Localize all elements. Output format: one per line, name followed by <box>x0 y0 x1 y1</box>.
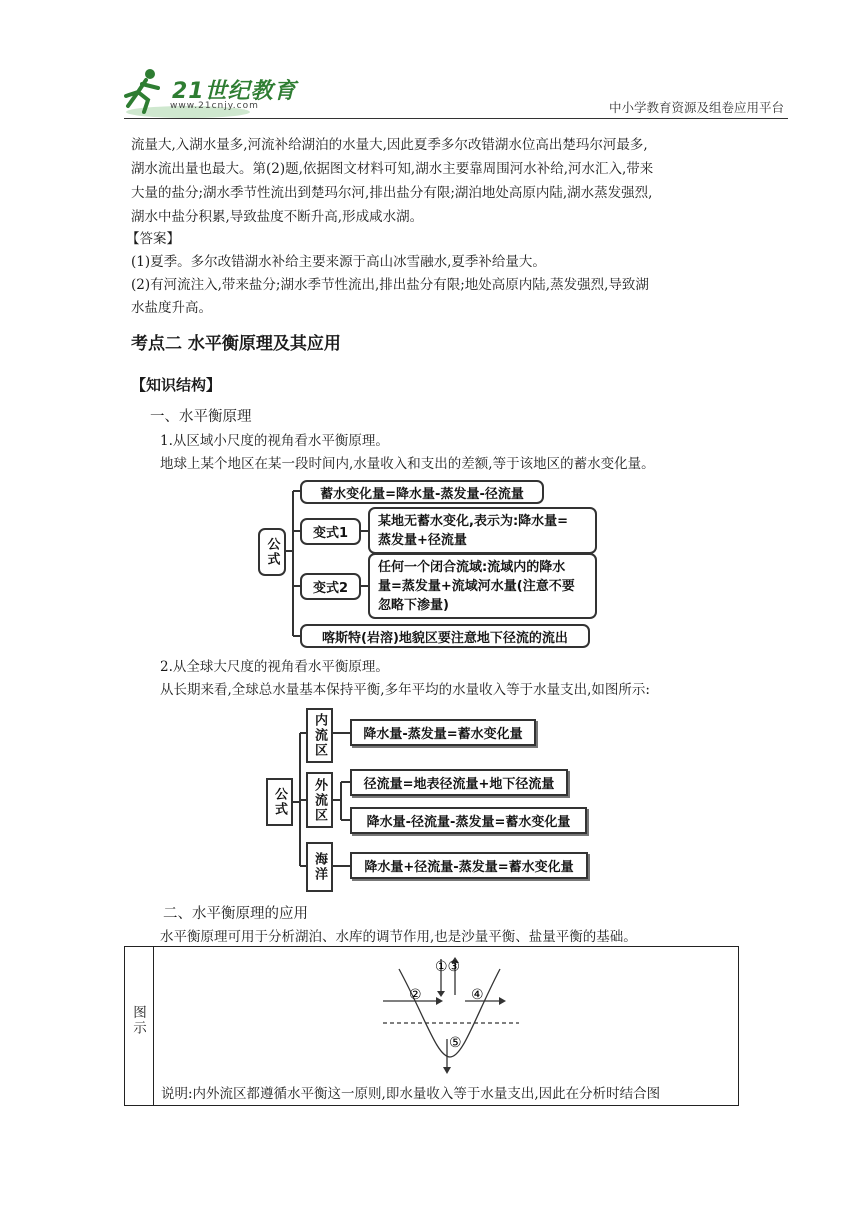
variant2-line-2: 量=蒸发量+流域河水量(注意不要 <box>378 579 575 594</box>
logo-text: 21世纪教育 <box>172 79 297 104</box>
marker-2: ② <box>409 987 422 1003</box>
part1-sub1: 1.从区域小尺度的视角看水平衡原理。 <box>160 433 389 449</box>
section-title: 考点二 水平衡原理及其应用 <box>131 334 341 354</box>
diagram2-ocean-label: 海洋 <box>306 842 333 892</box>
intro-line-1: 流量大,入湖水量多,河流补给湖泊的水量大,因此夏季多尔改错湖水位高出楚玛尔河最多, <box>131 137 648 153</box>
part2-desc: 水平衡原理可用于分析湖泊、水库的调节作用,也是沙量平衡、盐量平衡的基础。 <box>160 929 637 945</box>
diagram1-variant1-label: 变式1 <box>300 518 361 545</box>
part1-sub2: 2.从全球大尺度的视角看水平衡原理。 <box>160 659 389 675</box>
diagram2-outland-formula-1: 径流量=地表径流量+地下径流量 <box>350 769 568 796</box>
diagram2-outland-label: 外流区 <box>306 772 333 828</box>
table-side-label: 图示 <box>130 1005 146 1036</box>
intro-line-3: 大量的盐分;湖水季节性流出到楚玛尔河,排出盐分有限;湖泊地处高原内陆,湖水蒸发强烈, <box>131 185 653 201</box>
intro-line-4: 湖水中盐分积累,导致盐度不断升高,形成咸水湖。 <box>131 209 424 225</box>
part1-sub2-desc: 从长期来看,全球总水量基本保持平衡,多年平均的水量收入等于水量支出,如图所示: <box>160 682 650 698</box>
part1-sub1-desc: 地球上某个地区在某一段时间内,水量收入和支出的差额,等于该地区的蓄水变化量。 <box>160 456 655 472</box>
platform-name: 中小学教育资源及组卷应用平台 <box>608 100 784 115</box>
diagram2-inland-label: 内流区 <box>306 708 333 763</box>
variant1-line-1: 某地无蓄水变化,表示为:降水量= <box>378 514 569 529</box>
knowledge-title: 【知识结构】 <box>131 376 222 394</box>
marker-4: ④ <box>471 987 484 1003</box>
intro-line-2: 湖水流出量也最大。第(2)题,依据图文材料可知,湖水主要靠周围河水补给,河水汇入,带来 <box>131 161 654 177</box>
table-note: 说明:内外流区都遵循水平衡这一原则,即水量收入等于水量支出,因此在分析时结合图 <box>161 1086 661 1102</box>
diagram1-variant2-label: 变式2 <box>300 573 361 600</box>
answer-2-line-2: 水盐度升高。 <box>131 300 212 316</box>
part2-title: 二、水平衡原理的应用 <box>163 906 308 922</box>
diagram2-ocean-formula: 降水量+径流量-蒸发量=蓄水变化量 <box>350 852 588 879</box>
diagram1-formula: 蓄水变化量=降水量-蒸发量-径流量 <box>300 480 544 504</box>
answer-2-line-1: (2)有河流注入,带来盐分;湖水季节性流出,排出盐分有限;地处高原内陆,蒸发强烈,导致湖 <box>131 277 649 293</box>
lake-water-balance-diagram <box>125 947 740 1082</box>
diagram2-outland-formula-2: 降水量-径流量-蒸发量=蓄水变化量 <box>350 807 587 834</box>
logo-url: www.21cnjy.com <box>170 101 259 111</box>
answer-label: 【答案】 <box>126 231 180 247</box>
part1-title: 一、水平衡原理 <box>150 409 252 425</box>
diagram1-root: 公式 <box>258 528 286 576</box>
variant1-line-2: 蒸发量+径流量 <box>378 533 467 548</box>
answer-1: (1)夏季。多尔改错湖水补给主要来源于高山冰雪融水,夏季补给量大。 <box>131 254 546 270</box>
diagram2-root: 公式 <box>266 778 293 826</box>
diagram1-karst: 喀斯特(岩溶)地貌区要注意地下径流的流出 <box>300 624 590 648</box>
variant2-line-1: 任何一个闭合流域:流域内的降水 <box>378 560 566 575</box>
marker-13: ①③ <box>435 959 461 975</box>
marker-5: ⑤ <box>449 1035 462 1051</box>
illustration-table <box>124 946 739 1106</box>
diagram2-inland-formula: 降水量-蒸发量=蓄水变化量 <box>350 719 536 746</box>
variant2-line-3: 忽略下渗量) <box>378 598 449 613</box>
